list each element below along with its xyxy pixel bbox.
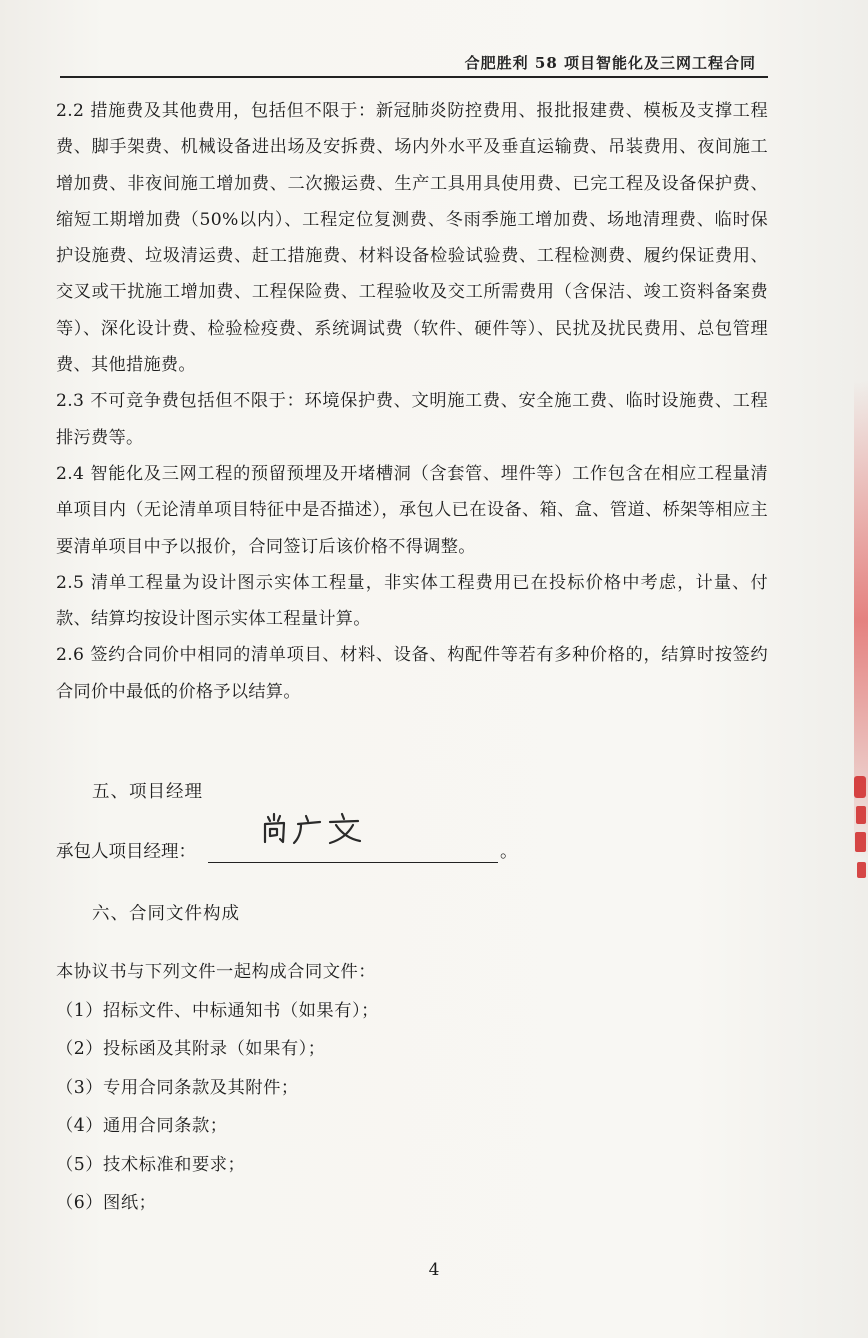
clause-2-2: 2.2 措施费及其他费用，包括但不限于：新冠肺炎防控费用、报批报建费、模板及支撑工程费、脚手架费、机械设备进出场及安拆费、场内外水平及垂直运输费、吊装费用、夜间施工增加费、非夜间施工增加费、二次搬运费、生产工具用具使用费、已完工程及设备保护费、缩短工期增加费（50%以内）、工程定位复测费、冬雨季施工增加费、场地清理费、临时保护设施费、垃圾清运费、赶工措施费、材料设备检验试验费、工程检测费、履约保证费用、交叉或干扰施工增加费、工程保险费、工程验收及交工所需费用（含保洁、竣工资料备案费等）、深化设计费、检验检疫费、系统调试费（软件、硬件等）、民扰及扰民费用、总包管理费、其他措施费。 bbox=[56, 101, 768, 376]
section-heading-project-manager: 五、项目经理 bbox=[92, 782, 203, 802]
handwritten-signature bbox=[260, 808, 370, 848]
header-rule bbox=[60, 76, 768, 78]
running-header-title: 合肥胜利 58 项目智能化及三网工程合同 bbox=[464, 54, 756, 72]
project-manager-row bbox=[56, 836, 518, 863]
list-item: （3）专用合同条款及其附件； bbox=[56, 1077, 299, 1098]
red-seal-fragment bbox=[850, 770, 868, 890]
list-item: （5）技术标准和要求； bbox=[56, 1154, 246, 1175]
list-item: （4）通用合同条款； bbox=[56, 1116, 228, 1136]
clause-2-3: 2.3 不可竞争费包括但不限于：环境保护费、文明施工费、安全施工费、临时设施费、工程排污费等。 bbox=[56, 391, 768, 448]
list-item: （2）投标函及其附录（如果有）； bbox=[56, 1039, 326, 1059]
clause-2-4: 2.4 智能化及三网工程的预留预埋及开堵槽洞（含套管、埋件等）工作包含在相应工程量清单项目内（无论清单项目特征中是否描述），承包人已在设备、箱、盒、管道、桥架等相应主要清单项目中予以报价，合同签订后该价格不得调整。 bbox=[56, 463, 768, 557]
list-item: （1）招标文件、中标通知书（如果有）； bbox=[56, 1000, 379, 1021]
page-number: 4 bbox=[428, 1260, 440, 1280]
clause-2-6: 2.6 签约合同价中相同的清单项目、材料、设备、构配件等若有多种价格的，结算时按签约合同价中最低的价格予以结算。 bbox=[56, 645, 768, 702]
clause-2-5: 2.5 清单工程量为设计图示实体工程量，非实体工程费用已在投标价格中考虑，计量、付款、结算均按设计图示实体工程量计算。 bbox=[56, 572, 768, 630]
list-item: （6）图纸； bbox=[56, 1193, 157, 1213]
project-manager-label: 承包人项目经理： bbox=[56, 842, 196, 862]
contract-documents-list bbox=[56, 953, 379, 1223]
project-manager-signature-line bbox=[208, 836, 498, 863]
clauses-block bbox=[56, 93, 768, 710]
section-heading-contract-documents: 六、合同文件构成 bbox=[92, 904, 240, 924]
project-manager-end-mark: 。 bbox=[500, 842, 518, 862]
contract-documents-intro: 本协议书与下列文件一起构成合同文件： bbox=[56, 962, 377, 982]
